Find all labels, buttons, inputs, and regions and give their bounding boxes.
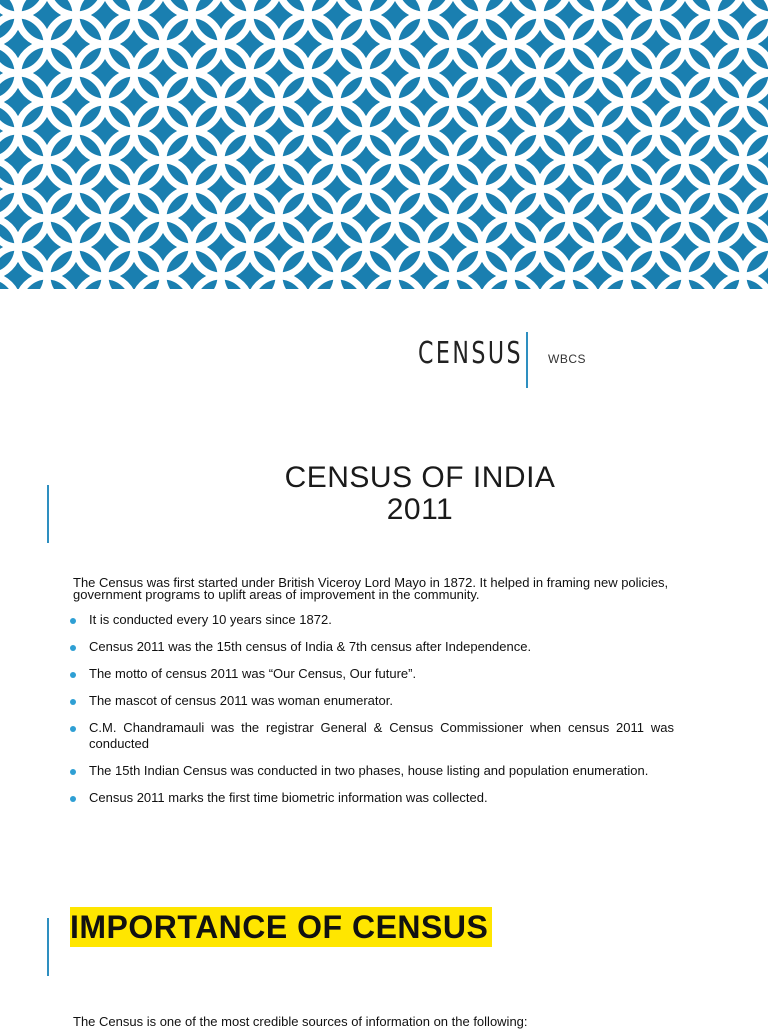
bullet-dot-icon xyxy=(70,645,76,651)
bullet-dot-icon xyxy=(70,726,76,732)
presentation-subtitle: WBCS xyxy=(548,352,586,366)
title-divider xyxy=(526,332,528,388)
list-item xyxy=(68,612,674,628)
list-item xyxy=(68,639,674,655)
list-item-text: It is conducted every 10 years since 1872. xyxy=(89,612,332,627)
list-item-text: The mascot of census 2011 was woman enumerator. xyxy=(89,693,393,708)
circle-lattice-pattern xyxy=(0,0,768,289)
list-item-text: Census 2011 was the 15th census of India & 7th census after Independence. xyxy=(89,639,532,654)
decorative-pattern-banner xyxy=(0,0,768,289)
list-item xyxy=(68,720,674,752)
bullet-dot-icon xyxy=(70,796,76,802)
slide-accent-bar xyxy=(47,918,49,976)
bullet-list xyxy=(68,612,674,806)
bullet-dot-icon xyxy=(70,699,76,705)
slide-title xyxy=(180,462,660,526)
title-block xyxy=(0,330,768,390)
list-item xyxy=(68,693,674,709)
bullet-dot-icon xyxy=(70,618,76,624)
list-item xyxy=(68,790,674,806)
list-item xyxy=(68,763,674,779)
intro-paragraph: The Census was first started under British Viceroy Lord Mayo in 1872. It helped in framing new policies, government programs to uplift areas of improvement in the community. xyxy=(73,575,669,602)
bullet-dot-icon xyxy=(70,769,76,775)
slide-body-text: The Census is one of the most credible sources of information on the following: xyxy=(73,1014,528,1029)
bullet-dot-icon xyxy=(70,672,76,678)
list-item-text: Census 2011 marks the first time biometric information was collected. xyxy=(89,790,488,805)
slide-accent-bar xyxy=(47,485,49,543)
slide-title-highlighted: IMPORTANCE OF CENSUS xyxy=(70,907,492,947)
list-item-text: C.M. Chandramauli was the registrar General & Census Commissioner when census 2011 was conducted xyxy=(89,720,674,751)
list-item-text: The 15th Indian Census was conducted in two phases, house listing and population enumeration. xyxy=(89,763,649,778)
slide-title-line-2: 2011 xyxy=(386,493,454,526)
slide-title-line-1: CENSUS OF INDIA xyxy=(284,461,556,494)
list-item xyxy=(68,666,674,682)
presentation-title: CENSUS xyxy=(418,336,524,371)
list-item-text: The motto of census 2011 was “Our Census, Our future”. xyxy=(89,666,417,681)
